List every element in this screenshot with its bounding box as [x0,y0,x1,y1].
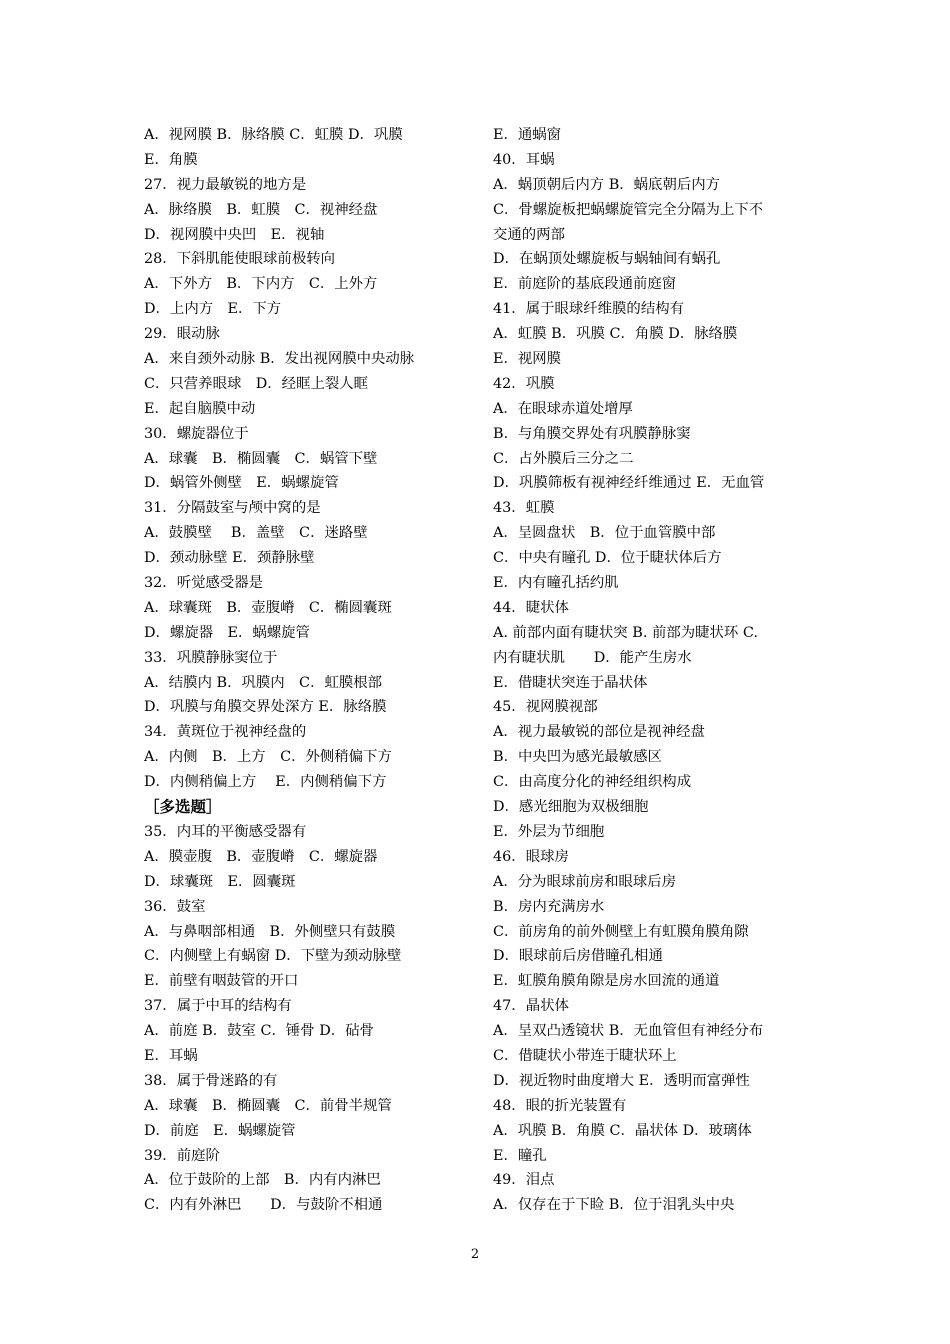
text-line: E．前庭阶的基底段通前庭窗 [493,276,677,293]
page-number: 2 [470,1247,480,1262]
text-line: A．鼓膜壁 B．盖壁 C．迷路壁 [144,525,368,542]
text-line: A．来自颈外动脉 B．发出视网膜中央动脉 [144,351,415,368]
text-line: 28．下斜肌能使眼球前极转向 [144,251,335,268]
text-line: A．结膜内 B．巩膜内 C．虹膜根部 [144,674,383,691]
text-line: D．内侧稍偏上方 E．内侧稍偏下方 [144,774,387,791]
text-line: C．借睫状小带连于睫状环上 [493,1047,677,1064]
text-line: D．视近物时曲度增大 E．透明而富弹性 [493,1072,750,1089]
text-line: A．巩膜 B．角膜 C．晶状体 D．玻璃体 [493,1122,752,1139]
text-line: A．视网膜 B．脉络膜 C．虹膜 D．巩膜 [144,127,403,143]
text-line: C．只营养眼球 D．经眶上裂人眶 [144,375,369,392]
text-line: 29．眼动脉 [144,326,220,343]
text-line: D．球囊斑 E．圆囊斑 [144,873,296,890]
text-line: D．眼球前后房借瞳孔相通 [493,948,663,965]
text-line: D．颈动脉壁 E．颈静脉壁 [144,550,315,567]
text-line: 40．耳蜗 [493,151,555,168]
text-line: C．中央有瞳孔 D．位于睫状体后方 [493,550,722,567]
left-column [144,123,474,1218]
text-line: A．呈圆盘状 B．位于血管膜中部 [493,525,716,542]
text-line: D．感光细胞为双极细胞 [493,799,649,816]
text-line: 33．巩膜静脉窦位于 [144,649,278,666]
text-line: E．瞳孔 [493,1147,547,1164]
right-column [493,123,813,1218]
text-line: A．仅存在于下睑 B．位于泪乳头中央 [493,1197,735,1214]
text-line: 37．属于中耳的结构有 [144,998,292,1015]
text-line: E．视网膜 [493,351,562,368]
text-line: E．角膜 [144,151,198,168]
text-line: 30．螺旋器位于 [144,425,249,442]
text-line: D．螺旋器 E．蜗螺旋管 [144,624,310,641]
text-line: A．内侧 B．上方 C．外侧稍偏下方 [144,749,392,766]
text-line: A．蜗顶朝后内方 B．蜗底朝后内方 [493,176,721,193]
text-line: 交通的两部 [493,226,565,243]
text-line: A．膜壶腹 B．壶腹嵴 C．螺旋器 [144,848,378,865]
text-line: 44．睫状体 [493,599,569,616]
text-line: E．内有瞳孔括约肌 [493,575,619,592]
text-line: 内有睫状肌 D．能产生房水 [493,649,692,666]
text-line: E．虹膜角膜角隙是房水回流的通道 [493,973,720,990]
text-line: D．前庭 E．蜗螺旋管 [144,1122,296,1139]
text-line: D．上内方 E．下方 [144,301,282,318]
text-line: B．与角膜交界处有巩膜静脉窦 [493,425,691,442]
text-line: D．巩膜筛板有视神经纤维通过 E．无血管 [493,475,765,492]
text-line: 36．鼓室 [144,898,206,915]
text-line: A．分为眼球前房和眼球后房 [493,873,677,890]
text-line: C．骨螺旋板把蜗螺旋管完全分隔为上下不 [493,201,764,218]
text-line: A．视力最敏锐的部位是视神经盘 [493,724,705,741]
text-line: A．在眼球赤道处增厚 [493,400,633,417]
text-line: A．呈双凸透镜状 B．无血管但有神经分布 [493,1023,764,1040]
text-line: C．内侧壁上有蜗窗 D．下壁为颈动脉壁 [144,948,402,965]
text-line: 41．属于眼球纤维膜的结构有 [493,301,684,318]
text-line: D．在蜗顶处螺旋板与蜗轴间有蜗孔 [493,251,721,268]
text-line: A．位于鼓阶的上部 B．内有内淋巴 [144,1172,381,1189]
text-line: 31．分隔鼓室与颅中窝的是 [144,500,321,517]
text-line: E．前壁有咽鼓管的开口 [144,973,299,990]
text-line: A．球囊 B．椭圆囊 C．蜗管下壁 [144,450,378,467]
text-line: C．占外膜后三分之二 [493,450,634,467]
text-line: D．巩膜与角膜交界处深方 E．脉络膜 [144,699,387,716]
text-line: A．球囊 B．椭圆囊 C．前骨半规管 [144,1097,392,1114]
text-line: E．耳蜗 [144,1047,198,1064]
text-line: A．球囊斑 B．壶腹嵴 C．椭圆囊斑 [144,599,392,616]
section-heading: ［多选题］ [144,797,222,817]
text-line: A．下外方 B．下内方 C．上外方 [144,276,378,293]
text-line: C．内有外淋巴 D．与鼓阶不相通 [144,1197,383,1214]
text-line: B．房内充满房水 [493,898,605,915]
text-line: 35．内耳的平衡感受器有 [144,823,307,840]
text-line: 34．黄斑位于视神经盘的 [144,724,307,741]
text-line: D．蜗管外侧壁 E．蜗螺旋管 [144,475,339,492]
text-line: C．由高度分化的神经组织构成 [493,774,692,791]
text-line: A．前庭 B．鼓室 C．锤骨 D．砧骨 [144,1023,374,1040]
text-line: 42．巩膜 [493,375,555,392]
text-line: E．通蜗窗 [493,127,562,143]
text-line: E．起自脑膜中动 [144,400,256,417]
text-line: 47．晶状体 [493,998,569,1015]
text-line: C．前房角的前外侧壁上有虹膜角膜角隙 [493,923,749,940]
text-line: 27．视力最敏锐的地方是 [144,176,307,193]
text-line: 45．视网膜视部 [493,699,598,716]
text-line: E．外层为节细胞 [493,823,605,840]
text-line: 39．前庭阶 [144,1147,220,1164]
text-line: 32．听觉感受器是 [144,575,264,592]
text-line: 38．属于骨迷路的有 [144,1072,278,1089]
text-line: A．脉络膜 B．虹膜 C．视神经盘 [144,201,378,218]
text-line: E．借睫状突连于晶状体 [493,674,648,691]
text-line: A．虹膜 B．巩膜 C．角膜 D．脉络膜 [493,326,738,343]
text-line: 46．眼球房 [493,848,569,865]
text-line: B．中央凹为感光最敏感区 [493,749,662,766]
text-line: 43．虹膜 [493,500,555,517]
text-line: A. 前部内面有睫状突 B. 前部为睫状环 C. [493,624,758,641]
text-line: A．与鼻咽部相通 B．外侧壁只有鼓膜 [144,923,396,940]
text-line: 48．眼的折光装置有 [493,1097,627,1114]
text-line: D．视网膜中央凹 E．视轴 [144,226,325,243]
text-line: 49．泪点 [493,1172,555,1189]
